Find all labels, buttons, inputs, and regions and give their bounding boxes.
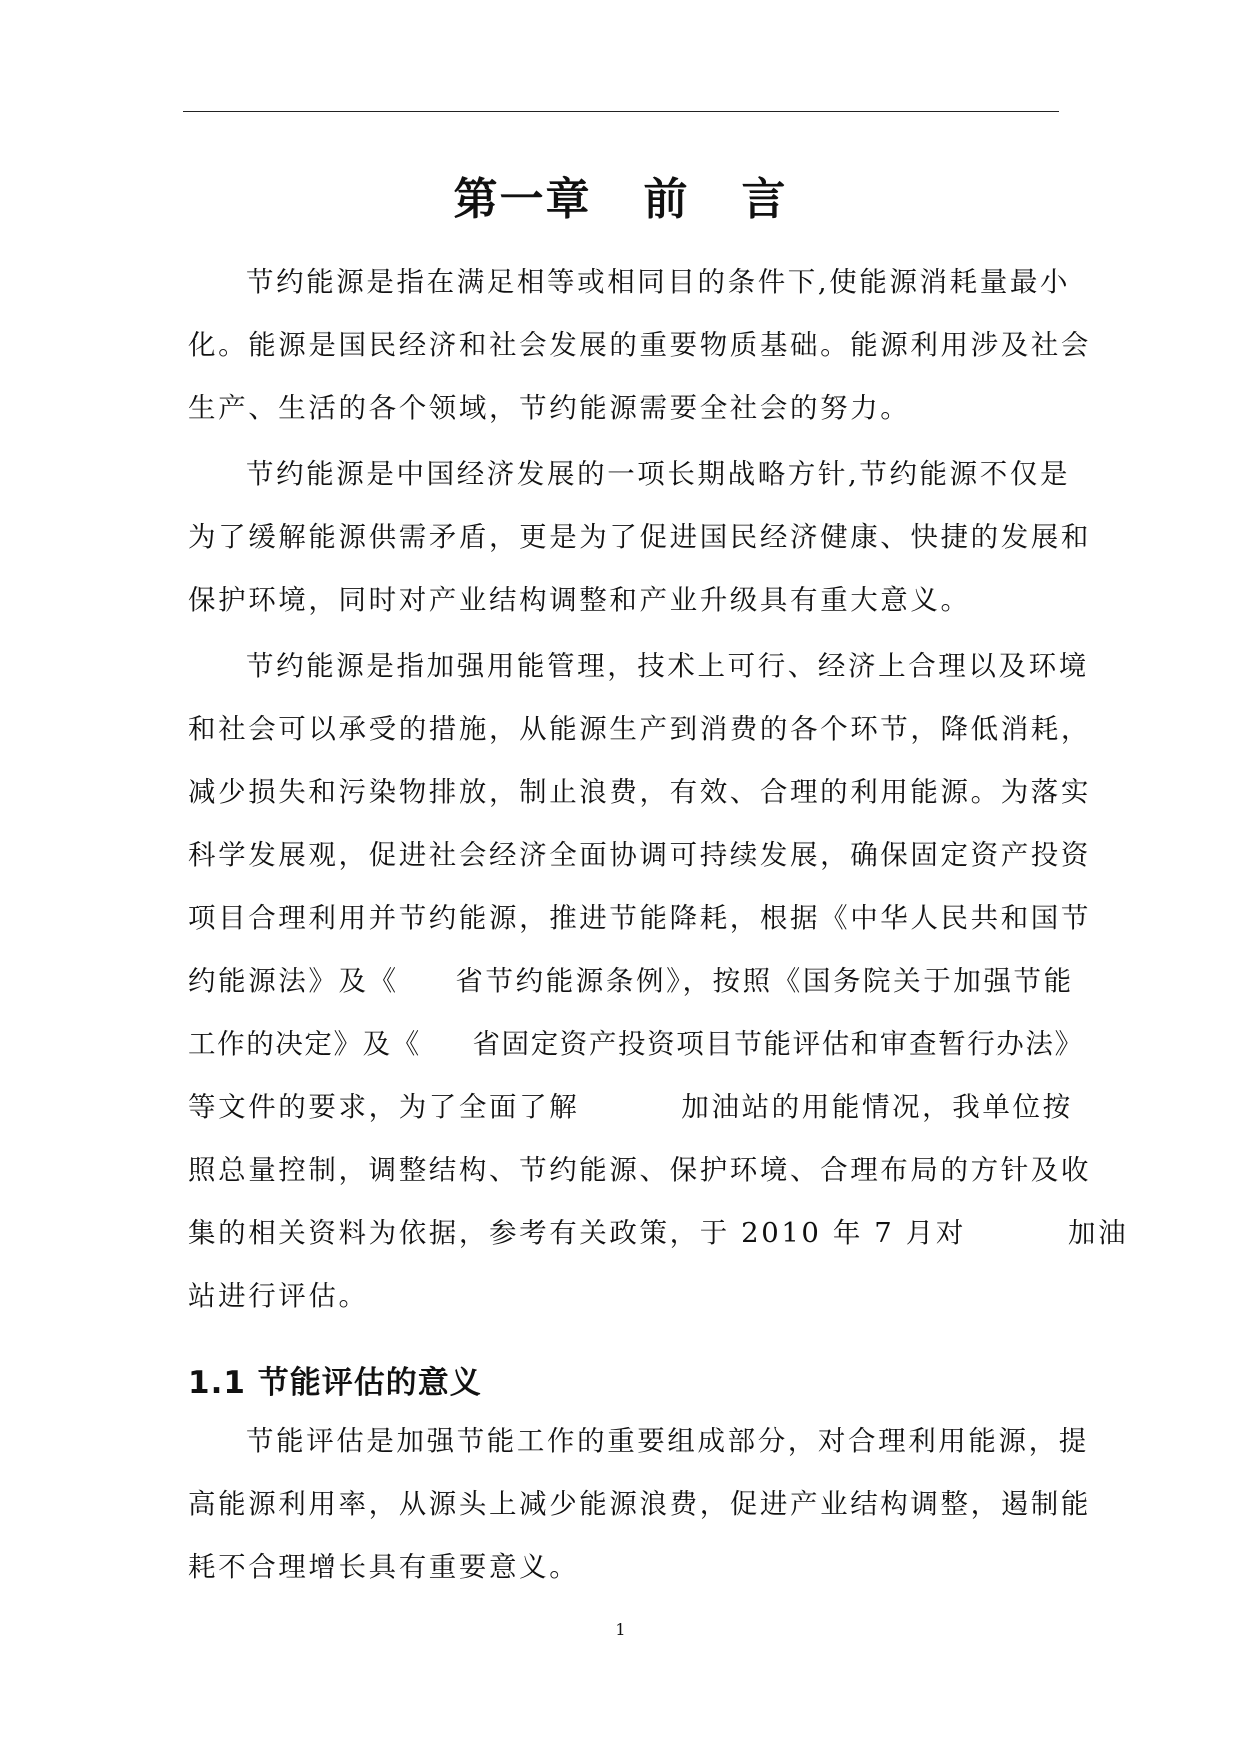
paragraph-line: 工作的决定》及《 省固定资产投资项目节能评估和审查暂行办法》: [188, 1028, 1084, 1060]
paragraph-line: 节约能源是指在满足相等或相同目的条件下,使能源消耗量最小: [246, 266, 1071, 298]
paragraph-line: 节约能源是指加强用能管理，技术上可行、经济上合理以及环境: [246, 650, 1089, 682]
header-rule: [183, 111, 1059, 112]
paragraph-line: 耗不合理增长具有重要意义。: [188, 1551, 580, 1583]
paragraph-line: 保护环境，同时对产业结构调整和产业升级具有重大意义。: [188, 584, 971, 616]
paragraph-line: 节能评估是加强节能工作的重要组成部分，对合理利用能源，提: [246, 1425, 1089, 1457]
paragraph-line: 高能源利用率，从源头上减少能源浪费，促进产业结构调整，遏制能: [188, 1488, 1091, 1520]
paragraph-line: 生产、生活的各个领域，节约能源需要全社会的努力。: [188, 392, 911, 424]
paragraph-line: 约能源法》及《 省节约能源条例》，按照《国务院关于加强节能: [188, 965, 1074, 997]
paragraph-line: 等文件的要求，为了全面了解 加油站的用能情况，我单位按: [188, 1091, 1073, 1123]
paragraph-line: 集的相关资料为依据，参考有关政策，于 2010 年 7 月对 加油: [188, 1217, 1129, 1249]
chapter-title: 第一章 前 言: [453, 174, 788, 225]
section-heading: 1.1 节能评估的意义: [188, 1365, 482, 1401]
page-number: 1: [615, 1620, 626, 1639]
paragraph-line: 站进行评估。: [188, 1280, 369, 1312]
paragraph-line: 为了缓解能源供需矛盾，更是为了促进国民经济健康、快捷的发展和: [188, 521, 1091, 553]
paragraph-line: 和社会可以承受的措施，从能源生产到消费的各个环节，降低消耗，: [188, 713, 1091, 745]
paragraph-line: 减少损失和污染物排放，制止浪费，有效、合理的利用能源。为落实: [188, 776, 1091, 808]
paragraph-line: 科学发展观，促进社会经济全面协调可持续发展，确保固定资产投资: [188, 839, 1091, 871]
paragraph-line: 照总量控制，调整结构、节约能源、保护环境、合理布局的方针及收: [188, 1154, 1091, 1186]
paragraph-line: 项目合理利用并节约能源，推进节能降耗，根据《中华人民共和国节: [188, 902, 1091, 934]
paragraph-line: 节约能源是中国经济发展的一项长期战略方针,节约能源不仅是: [246, 458, 1071, 490]
paragraph-line: 化。能源是国民经济和社会发展的重要物质基础。能源利用涉及社会: [188, 329, 1091, 361]
